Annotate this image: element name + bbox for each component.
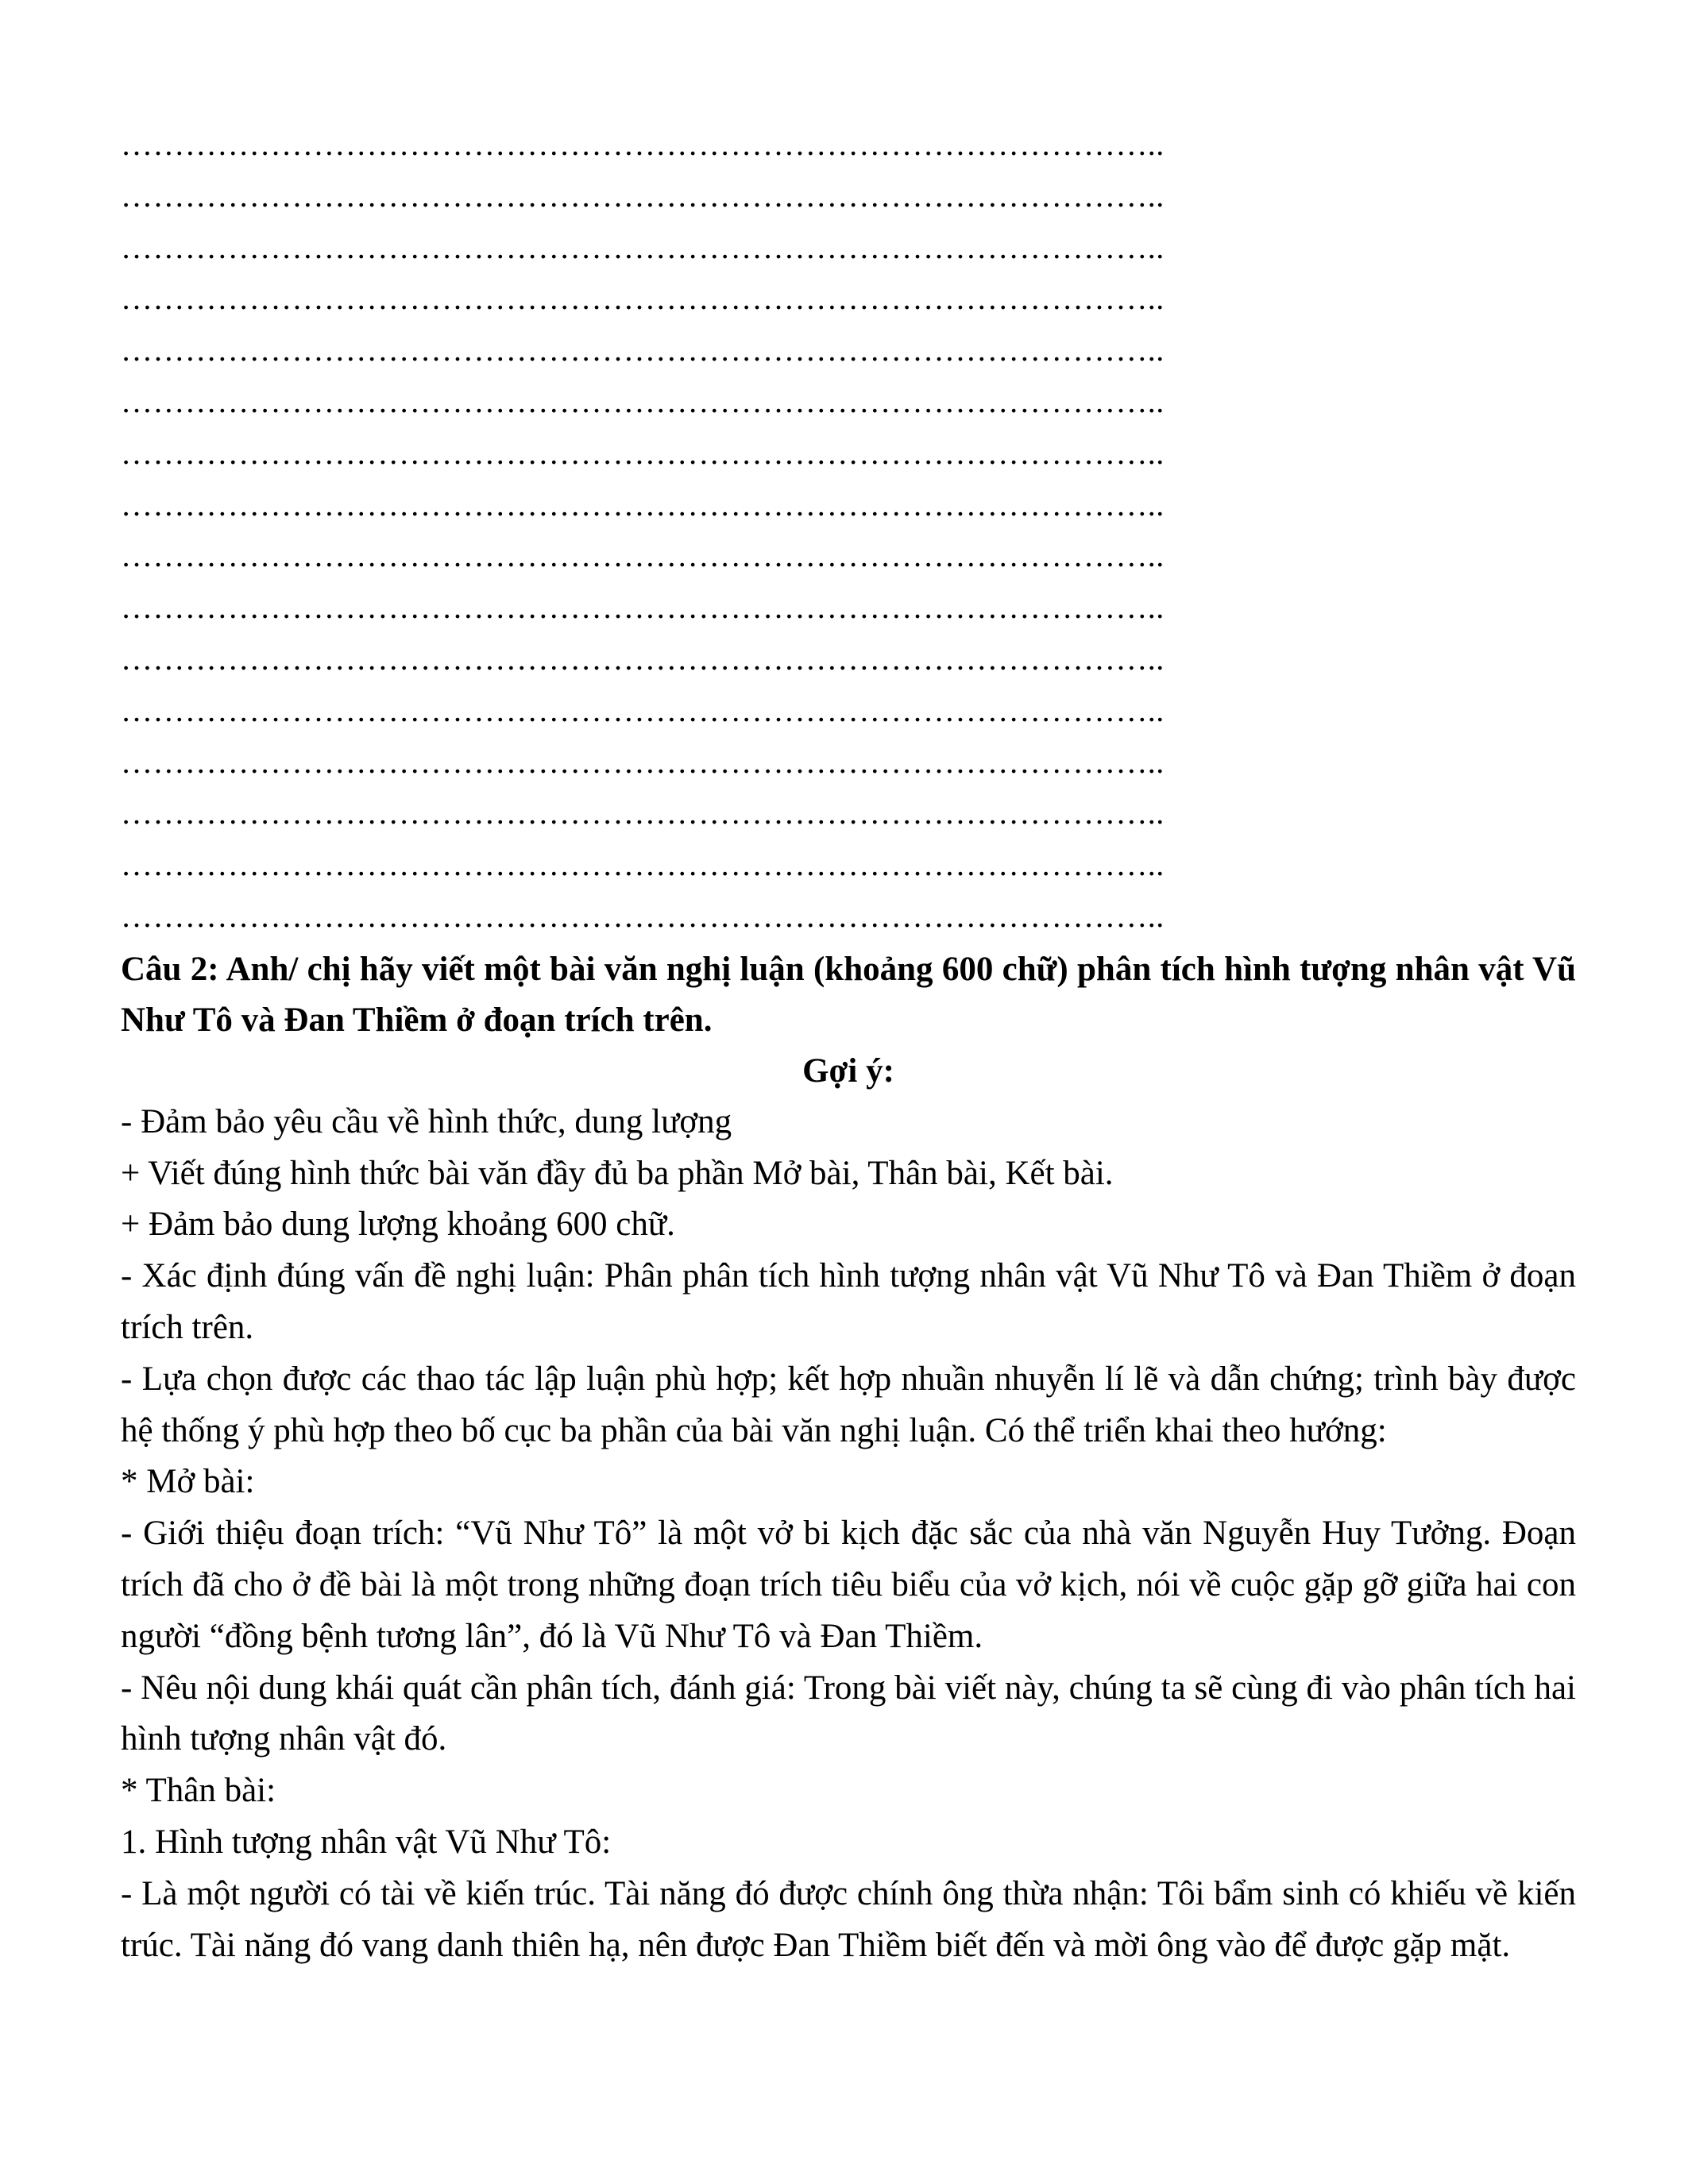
dotted-line: …………………………………………………………………………………….. bbox=[121, 126, 1165, 162]
dotted-line: …………………………………………………………………………………….. bbox=[121, 692, 1165, 728]
hint-body bbox=[121, 1097, 1576, 1972]
hint-title: Gợi ý: bbox=[802, 1051, 894, 1090]
dotted-line: …………………………………………………………………………………….. bbox=[121, 897, 1165, 934]
section-label-than-bai: * Thân bài: bbox=[121, 1772, 276, 1810]
paragraph: - Lựa chọn được các thao tác lập luận phù hợp; kết hợp nhuần nhuyễn lí lẽ và dẫn chứng; trình bày được hệ thống ý phù hợp theo bố cục ba phần của bài văn nghị luận. Có thể triển khai theo hướng: bbox=[121, 1360, 1576, 1449]
dotted-line: …………………………………………………………………………………….. bbox=[121, 383, 1165, 419]
dotted-line: …………………………………………………………………………………….. bbox=[121, 229, 1165, 265]
dotted-line: …………………………………………………………………………………….. bbox=[121, 332, 1165, 369]
section-label-mo-bai: * Mở bài: bbox=[121, 1463, 255, 1501]
paragraph: + Đảm bảo dung lượng khoảng 600 chữ. bbox=[121, 1206, 675, 1244]
answer-lines bbox=[121, 119, 1576, 943]
subsection-heading: 1. Hình tượng nhân vật Vũ Như Tô: bbox=[121, 1823, 612, 1861]
dotted-line: …………………………………………………………………………………….. bbox=[121, 743, 1165, 780]
dotted-line: …………………………………………………………………………………….. bbox=[121, 538, 1165, 574]
dotted-line: …………………………………………………………………………………….. bbox=[121, 177, 1165, 214]
paragraph: - Giới thiệu đoạn trích: “Vũ Như Tô” là một vở bi kịch đặc sắc của nhà văn Nguyễn Huy Tưởng. Đoạn trích đã cho ở đề bài là một trong những đoạn trích tiêu biểu của vở kịch, nói về cuộc gặp gỡ giữa hai con người “đồng bệnh tương lân”, đó là Vũ Như Tô và Đan Thiềm. bbox=[121, 1515, 1576, 1655]
document-page bbox=[121, 119, 1576, 1971]
paragraph: + Viết đúng hình thức bài văn đầy đủ ba phần Mở bài, Thân bài, Kết bài. bbox=[121, 1154, 1114, 1192]
paragraph: - Xác định đúng vấn đề nghị luận: Phân phân tích hình tượng nhân vật Vũ Như Tô và Đan Thiềm ở đoạn trích trên. bbox=[121, 1257, 1576, 1346]
dotted-line: …………………………………………………………………………………….. bbox=[121, 640, 1165, 677]
dotted-line: …………………………………………………………………………………….. bbox=[121, 847, 1165, 883]
question-heading: Câu 2: Anh/ chị hãy viết một bài văn nghị luận (khoảng 600 chữ) phân tích hình tượng nhân vật Vũ Như Tô và Đan Thiềm ở đoạn trích trên. bbox=[121, 950, 1576, 1039]
dotted-line: …………………………………………………………………………………….. bbox=[121, 434, 1165, 471]
dotted-line: …………………………………………………………………………………….. bbox=[121, 795, 1165, 832]
dotted-line: …………………………………………………………………………………….. bbox=[121, 589, 1165, 626]
paragraph: - Nêu nội dung khái quát cần phân tích, đánh giá: Trong bài viết này, chúng ta sẽ cùng đi vào phân tích hai hình tượng nhân vật đó. bbox=[121, 1669, 1576, 1758]
dotted-line: …………………………………………………………………………………….. bbox=[121, 280, 1165, 317]
dotted-line: …………………………………………………………………………………….. bbox=[121, 486, 1165, 523]
paragraph: - Đảm bảo yêu cầu về hình thức, dung lượng bbox=[121, 1102, 732, 1140]
paragraph: - Là một người có tài về kiến trúc. Tài năng đó được chính ông thừa nhận: Tôi bẩm sinh có khiếu về kiến trúc. Tài năng đó vang danh thiên hạ, nên được Đan Thiềm biết đến và mời ông vào để được gặp mặt. bbox=[121, 1874, 1576, 1964]
